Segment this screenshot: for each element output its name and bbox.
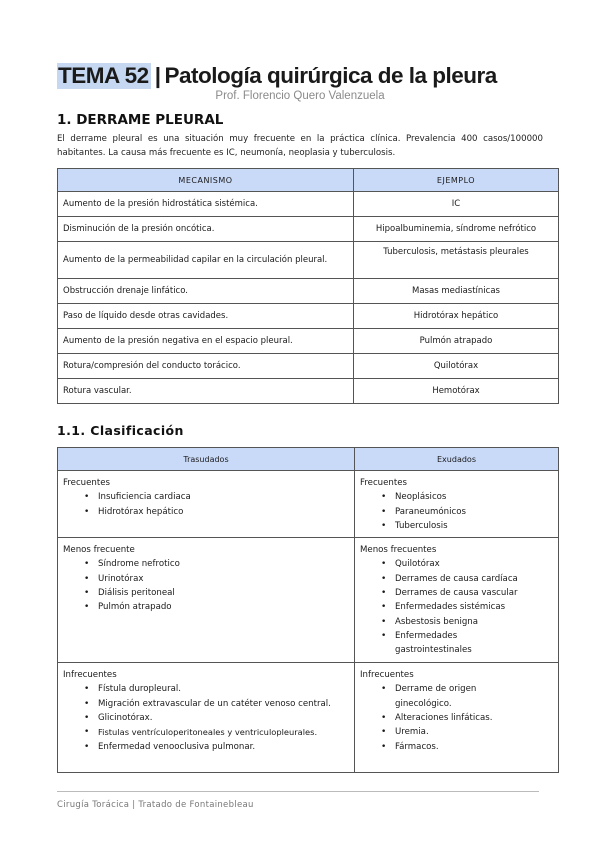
section-heading-clasificacion: 1.1. Clasificación <box>57 423 184 438</box>
bullet-list <box>360 557 553 657</box>
mechanisms-table <box>57 168 559 404</box>
list-item: • Enfermedades sistémicas <box>395 600 553 614</box>
example-cell: Hidrotórax hepático <box>354 304 559 329</box>
list-item: • Síndrome nefrotico <box>98 557 349 571</box>
table-row <box>58 538 559 663</box>
tema-number: TEMA 52 <box>58 63 149 88</box>
title-separator: | <box>154 63 161 88</box>
example-cell: Quilotórax <box>354 354 559 379</box>
exudados-menos-frecuentes-cell <box>355 538 559 663</box>
list-item: • Enfermedad venooclusiva pulmonar. <box>98 740 349 754</box>
category-label: Frecuentes <box>63 478 110 488</box>
footer-text: Cirugía Torácica | Tratado de Fontainebleau <box>57 800 254 810</box>
header-ejemplo: EJEMPLO <box>354 169 559 192</box>
list-item: • Derrames de causa vascular <box>395 586 553 600</box>
example-cell: Pulmón atrapado <box>354 329 559 354</box>
exudados-infrecuentes-cell <box>355 663 559 773</box>
table-row <box>58 304 559 329</box>
exudados-frecuentes-cell <box>355 471 559 538</box>
list-item: • Fármacos. <box>395 740 553 754</box>
mechanism-cell: Paso de líquido desde otras cavidades. <box>58 304 354 329</box>
mechanism-cell: Rotura vascular. <box>58 379 354 404</box>
bullet-list <box>360 490 553 533</box>
table-row <box>58 242 559 279</box>
category-label: Infrecuentes <box>360 670 414 681</box>
trasudados-infrecuentes-cell <box>58 663 355 773</box>
list-item: • Fistulas ventrículoperitoneales y ventriculopleurales. <box>98 725 349 739</box>
table-row <box>58 663 559 773</box>
mechanism-cell: Obstrucción drenaje linfático. <box>58 279 354 304</box>
list-item: • Fístula duropleural. <box>98 682 349 696</box>
list-item: • Derrame de origen ginecológico. <box>395 682 505 711</box>
list-item: • Paraneumónicos <box>395 505 553 519</box>
example-cell: Tuberculosis, metástasis pleurales <box>354 242 559 279</box>
list-item: • Tuberculosis <box>395 519 553 533</box>
header-exudados: Exudados <box>355 448 559 471</box>
list-item: • Enfermedades gastrointestinales <box>395 629 535 658</box>
example-cell: Masas mediastínicas <box>354 279 559 304</box>
example-cell: Hipoalbuminemia, síndrome nefrótico <box>354 217 559 242</box>
list-item: • Pulmón atrapado <box>98 600 349 614</box>
trasudados-menos-frecuente-cell <box>58 538 355 663</box>
category-label: Menos frecuentes <box>360 545 437 556</box>
table-row <box>58 192 559 217</box>
bullet-list <box>360 682 553 753</box>
list-item: • Neoplásicos <box>395 490 553 504</box>
list-item: • Insuficiencia cardiaca <box>98 490 349 504</box>
header-mecanismo: MECANISMO <box>58 169 354 192</box>
tema-title: Patología quirúrgica de la pleura <box>164 63 497 88</box>
table-row <box>58 471 559 538</box>
list-item: • Diálisis peritoneal <box>98 586 349 600</box>
header-trasudados: Trasudados <box>58 448 355 471</box>
category-label: Frecuentes <box>360 478 407 488</box>
bullet-list <box>63 682 349 753</box>
footer-divider <box>57 791 539 792</box>
list-item: • Glicinotórax. <box>98 711 349 725</box>
mechanism-cell: Aumento de la presión negativa en el espacio pleural. <box>58 329 354 354</box>
bullet-list <box>63 557 349 614</box>
category-label: Menos frecuente <box>63 545 135 556</box>
table-row <box>58 354 559 379</box>
trasudados-frecuentes-cell <box>58 471 355 538</box>
section-heading-derrame: 1. DERRAME PLEURAL <box>57 112 224 128</box>
list-item: • Quilotórax <box>395 557 553 571</box>
mechanism-cell: Aumento de la permeabilidad capilar en la circulación pleural. <box>58 242 354 279</box>
list-item: • Alteraciones linfáticas. <box>395 711 553 725</box>
list-item: • Asbestosis benigna <box>395 615 553 629</box>
list-item: • Derrames de causa cardíaca <box>395 572 553 586</box>
mechanism-cell: Aumento de la presión hidrostática sistémica. <box>58 192 354 217</box>
table-row <box>58 329 559 354</box>
classification-table <box>57 447 559 773</box>
mechanism-cell: Disminución de la presión oncótica. <box>58 217 354 242</box>
table-row <box>58 217 559 242</box>
table-row <box>58 379 559 404</box>
example-cell: Hemotórax <box>354 379 559 404</box>
list-item: • Uremia. <box>395 725 553 739</box>
list-item: • Urinotórax <box>98 572 349 586</box>
mechanism-cell: Rotura/compresión del conducto torácico. <box>58 354 354 379</box>
bullet-list <box>63 490 349 519</box>
intro-paragraph: El derrame pleural es una situación muy frecuente en la práctica clínica. Prevalencia 400 casos/100000 habitantes. La causa más frecuente es IC, neumonía, neoplasia y tuberculosis. <box>57 134 543 158</box>
list-item: • Hidrotórax hepático <box>98 505 349 519</box>
category-label: Infrecuentes <box>63 670 117 681</box>
table-row <box>58 279 559 304</box>
page-title <box>57 62 497 90</box>
author: Prof. Florencio Quero Valenzuela <box>215 90 385 102</box>
list-item: • Migración extravascular de un catéter venoso central. <box>98 697 349 711</box>
example-cell: IC <box>354 192 559 217</box>
